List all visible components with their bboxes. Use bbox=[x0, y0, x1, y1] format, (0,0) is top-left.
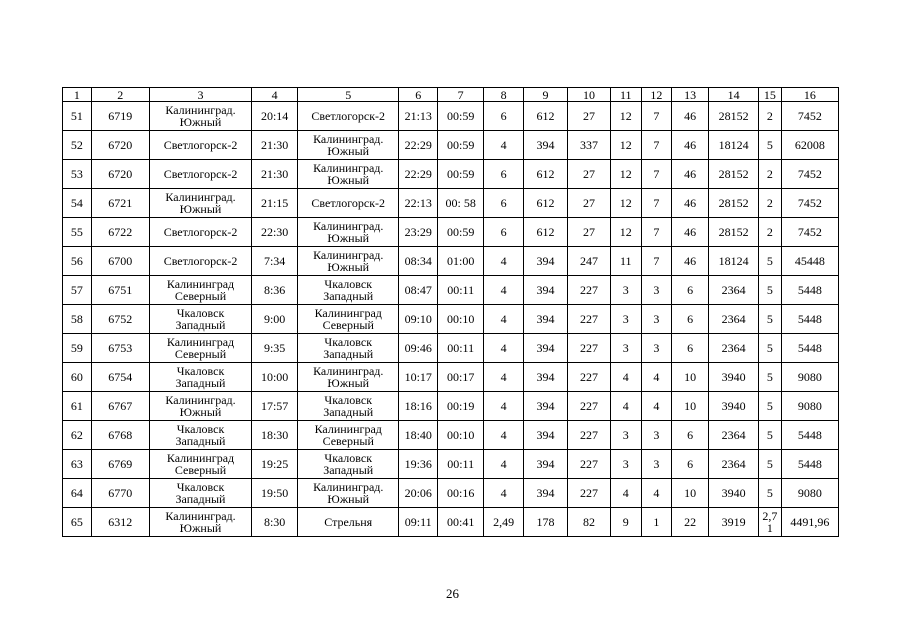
table-cell: 21:15 bbox=[252, 189, 298, 218]
table-cell: 9 bbox=[610, 508, 641, 537]
table-cell: 19:25 bbox=[252, 450, 298, 479]
table-cell: 3 bbox=[610, 334, 641, 363]
table-cell: 56 bbox=[63, 247, 92, 276]
table-cell: Калининград Северный bbox=[149, 276, 251, 305]
column-header: 7 bbox=[438, 88, 484, 102]
table-cell: 61 bbox=[63, 392, 92, 421]
table-cell: 22:29 bbox=[399, 160, 438, 189]
table-cell: 00:11 bbox=[438, 276, 484, 305]
table-cell: 22:13 bbox=[399, 189, 438, 218]
table-cell: 227 bbox=[567, 276, 610, 305]
column-header: 6 bbox=[399, 88, 438, 102]
table-cell: 6722 bbox=[91, 218, 149, 247]
table-cell: Калининград. Южный bbox=[298, 363, 399, 392]
table-row bbox=[63, 392, 839, 421]
table-cell: 00:11 bbox=[438, 450, 484, 479]
table-cell: 4 bbox=[610, 363, 641, 392]
table-cell: 46 bbox=[672, 247, 709, 276]
table-cell: 394 bbox=[524, 131, 568, 160]
table-cell: 58 bbox=[63, 305, 92, 334]
table-cell: 2 bbox=[759, 218, 781, 247]
table-cell: 5 bbox=[759, 334, 781, 363]
table-cell: 5 bbox=[759, 276, 781, 305]
table-cell: 394 bbox=[524, 392, 568, 421]
table-cell: 6721 bbox=[91, 189, 149, 218]
table-cell: 10:00 bbox=[252, 363, 298, 392]
table-cell: 7452 bbox=[781, 189, 838, 218]
table-cell: 227 bbox=[567, 421, 610, 450]
table-row bbox=[63, 247, 839, 276]
table-cell: 6 bbox=[672, 305, 709, 334]
table-cell: 01:00 bbox=[438, 247, 484, 276]
table-cell: 45448 bbox=[781, 247, 838, 276]
column-header: 8 bbox=[484, 88, 524, 102]
table-cell: 9:35 bbox=[252, 334, 298, 363]
table-cell: 09:11 bbox=[399, 508, 438, 537]
table-cell: 62008 bbox=[781, 131, 838, 160]
table-row bbox=[63, 421, 839, 450]
table-cell: 394 bbox=[524, 276, 568, 305]
column-header: 3 bbox=[149, 88, 251, 102]
table-cell: 9080 bbox=[781, 479, 838, 508]
table-cell: 3940 bbox=[709, 363, 759, 392]
table-cell: 3 bbox=[641, 450, 672, 479]
table-row bbox=[63, 508, 839, 537]
table-cell: 227 bbox=[567, 450, 610, 479]
table-cell: 4 bbox=[484, 450, 524, 479]
header-row bbox=[63, 88, 839, 102]
table-cell: 3 bbox=[610, 450, 641, 479]
table-cell: 6 bbox=[484, 189, 524, 218]
table-cell: 12 bbox=[610, 218, 641, 247]
table-cell: 6768 bbox=[91, 421, 149, 450]
table-cell: 2 bbox=[759, 102, 781, 131]
table-cell: 46 bbox=[672, 160, 709, 189]
table-cell: 6720 bbox=[91, 131, 149, 160]
table-cell: 10 bbox=[672, 363, 709, 392]
table-cell: 6720 bbox=[91, 160, 149, 189]
table-cell: 5 bbox=[759, 247, 781, 276]
table-cell: 7 bbox=[641, 160, 672, 189]
table-cell: 28152 bbox=[709, 102, 759, 131]
table-cell: 3 bbox=[641, 305, 672, 334]
table-cell: Калининград. Южный bbox=[298, 247, 399, 276]
table-cell: Чкаловск Западный bbox=[298, 392, 399, 421]
column-header: 9 bbox=[524, 88, 568, 102]
table-cell: 394 bbox=[524, 334, 568, 363]
table-cell: Светлогорск-2 bbox=[149, 218, 251, 247]
table-cell: 4491,96 bbox=[781, 508, 838, 537]
table-cell: 7 bbox=[641, 247, 672, 276]
table-cell: 178 bbox=[524, 508, 568, 537]
table-cell: 18124 bbox=[709, 247, 759, 276]
table-cell: 2 bbox=[759, 160, 781, 189]
table-cell: Чкаловск Западный bbox=[149, 363, 251, 392]
column-header: 14 bbox=[709, 88, 759, 102]
table-cell: 8:30 bbox=[252, 508, 298, 537]
table-cell: 5 bbox=[759, 450, 781, 479]
table-cell: 227 bbox=[567, 363, 610, 392]
table-cell: 12 bbox=[610, 189, 641, 218]
table-cell: Чкаловск Западный bbox=[298, 450, 399, 479]
table-cell: 2,7 1 bbox=[759, 508, 781, 537]
table-cell: 18:16 bbox=[399, 392, 438, 421]
column-header: 1 bbox=[63, 88, 92, 102]
table-cell: Калининград. Южный bbox=[149, 392, 251, 421]
table-cell: 00: 58 bbox=[438, 189, 484, 218]
table-cell: 51 bbox=[63, 102, 92, 131]
table-cell: 57 bbox=[63, 276, 92, 305]
table-cell: 23:29 bbox=[399, 218, 438, 247]
table-cell: 227 bbox=[567, 392, 610, 421]
table-cell: 62 bbox=[63, 421, 92, 450]
column-header: 2 bbox=[91, 88, 149, 102]
table-cell: 00:59 bbox=[438, 160, 484, 189]
table-cell: 59 bbox=[63, 334, 92, 363]
table-cell: 4 bbox=[484, 334, 524, 363]
table-cell: 394 bbox=[524, 305, 568, 334]
table-row bbox=[63, 160, 839, 189]
table-cell: 52 bbox=[63, 131, 92, 160]
table-cell: 00:10 bbox=[438, 421, 484, 450]
table-cell: 63 bbox=[63, 450, 92, 479]
table-cell: 22:30 bbox=[252, 218, 298, 247]
table-row bbox=[63, 450, 839, 479]
table-cell: 612 bbox=[524, 102, 568, 131]
table-cell: 54 bbox=[63, 189, 92, 218]
table-cell: 12 bbox=[610, 102, 641, 131]
table-cell: 21:30 bbox=[252, 131, 298, 160]
table-cell: 00:16 bbox=[438, 479, 484, 508]
table-cell: 3 bbox=[641, 421, 672, 450]
table-cell: 227 bbox=[567, 479, 610, 508]
table-cell: 22:29 bbox=[399, 131, 438, 160]
table-cell: 5 bbox=[759, 421, 781, 450]
table-row bbox=[63, 334, 839, 363]
table-cell: 7 bbox=[641, 131, 672, 160]
table-cell: 21:13 bbox=[399, 102, 438, 131]
table-cell: 9:00 bbox=[252, 305, 298, 334]
table-cell: 64 bbox=[63, 479, 92, 508]
table-header bbox=[63, 88, 839, 102]
table-cell: 6 bbox=[672, 276, 709, 305]
table-cell: 394 bbox=[524, 450, 568, 479]
table-cell: 4 bbox=[610, 479, 641, 508]
table-cell: 4 bbox=[484, 421, 524, 450]
table-cell: 46 bbox=[672, 131, 709, 160]
column-header: 15 bbox=[759, 88, 781, 102]
table-cell: 00:59 bbox=[438, 131, 484, 160]
table-cell: 6312 bbox=[91, 508, 149, 537]
table-cell: 17:57 bbox=[252, 392, 298, 421]
table-cell: 5448 bbox=[781, 276, 838, 305]
table-cell: 10 bbox=[672, 479, 709, 508]
table-cell: 09:46 bbox=[399, 334, 438, 363]
table-cell: 6752 bbox=[91, 305, 149, 334]
table-cell: 612 bbox=[524, 218, 568, 247]
table-row bbox=[63, 363, 839, 392]
table-cell: 6 bbox=[672, 450, 709, 479]
column-header: 10 bbox=[567, 88, 610, 102]
column-header: 5 bbox=[298, 88, 399, 102]
table-cell: 7:34 bbox=[252, 247, 298, 276]
table-cell: 7452 bbox=[781, 160, 838, 189]
table-cell: 2364 bbox=[709, 421, 759, 450]
column-header: 13 bbox=[672, 88, 709, 102]
table-cell: 7 bbox=[641, 218, 672, 247]
table-cell: 6 bbox=[484, 160, 524, 189]
table-cell: 19:36 bbox=[399, 450, 438, 479]
table-cell: 394 bbox=[524, 479, 568, 508]
table-cell: 6 bbox=[672, 421, 709, 450]
table-cell: Калининград Северный bbox=[149, 334, 251, 363]
table-cell: 55 bbox=[63, 218, 92, 247]
table-cell: 00:10 bbox=[438, 305, 484, 334]
table-cell: 6754 bbox=[91, 363, 149, 392]
table-cell: 21:30 bbox=[252, 160, 298, 189]
table-cell: 6753 bbox=[91, 334, 149, 363]
table-row bbox=[63, 479, 839, 508]
table-cell: 46 bbox=[672, 218, 709, 247]
table-cell: 8:36 bbox=[252, 276, 298, 305]
table-cell: Калининград. Южный bbox=[298, 160, 399, 189]
table-cell: Калининград. Южный bbox=[298, 479, 399, 508]
table-row bbox=[63, 276, 839, 305]
table-cell: 6 bbox=[484, 218, 524, 247]
table-cell: 612 bbox=[524, 189, 568, 218]
table-cell: 00:41 bbox=[438, 508, 484, 537]
table-cell: 3 bbox=[641, 276, 672, 305]
table-cell: Светлогорск-2 bbox=[149, 247, 251, 276]
table-cell: 6700 bbox=[91, 247, 149, 276]
table-cell: 5 bbox=[759, 479, 781, 508]
table-row bbox=[63, 131, 839, 160]
table-cell: 53 bbox=[63, 160, 92, 189]
table-cell: 18:30 bbox=[252, 421, 298, 450]
table-cell: Светлогорск-2 bbox=[298, 189, 399, 218]
column-header: 16 bbox=[781, 88, 838, 102]
table-cell: 5448 bbox=[781, 421, 838, 450]
table-cell: 5448 bbox=[781, 305, 838, 334]
table-cell: 10 bbox=[672, 392, 709, 421]
table-cell: 227 bbox=[567, 334, 610, 363]
table-cell: 3940 bbox=[709, 479, 759, 508]
table-cell: 12 bbox=[610, 160, 641, 189]
schedule-table bbox=[62, 87, 839, 537]
table-cell: Калининград Северный bbox=[298, 421, 399, 450]
table-cell: 3940 bbox=[709, 392, 759, 421]
table-cell: 6 bbox=[484, 102, 524, 131]
table-cell: 00:19 bbox=[438, 392, 484, 421]
table-cell: 00:59 bbox=[438, 102, 484, 131]
table-cell: Чкаловск Западный bbox=[298, 276, 399, 305]
table-cell: 2,49 bbox=[484, 508, 524, 537]
table-cell: 09:10 bbox=[399, 305, 438, 334]
table-cell: 3 bbox=[610, 421, 641, 450]
table-cell: 19:50 bbox=[252, 479, 298, 508]
table-cell: 612 bbox=[524, 160, 568, 189]
table-cell: 394 bbox=[524, 247, 568, 276]
table-cell: 3 bbox=[610, 305, 641, 334]
table-cell: Калининград. Южный bbox=[149, 189, 251, 218]
table-cell: 4 bbox=[641, 363, 672, 392]
table-cell: 3919 bbox=[709, 508, 759, 537]
table-cell: 2364 bbox=[709, 334, 759, 363]
table-cell: 11 bbox=[610, 247, 641, 276]
table-cell: Чкаловск Западный bbox=[149, 421, 251, 450]
table-row bbox=[63, 305, 839, 334]
table-cell: 6769 bbox=[91, 450, 149, 479]
table-cell: 9080 bbox=[781, 392, 838, 421]
table-cell: Чкаловск Западный bbox=[149, 305, 251, 334]
table-cell: 28152 bbox=[709, 218, 759, 247]
table-cell: 247 bbox=[567, 247, 610, 276]
table-cell: 4 bbox=[484, 247, 524, 276]
table-cell: 27 bbox=[567, 160, 610, 189]
table-cell: 5448 bbox=[781, 450, 838, 479]
column-header: 12 bbox=[641, 88, 672, 102]
table-cell: 9080 bbox=[781, 363, 838, 392]
table-cell: 7 bbox=[641, 189, 672, 218]
table-cell: Чкаловск Западный bbox=[149, 479, 251, 508]
table-cell: 4 bbox=[484, 305, 524, 334]
table-cell: 60 bbox=[63, 363, 92, 392]
table-row bbox=[63, 218, 839, 247]
table-cell: 65 bbox=[63, 508, 92, 537]
table-cell: Стрельня bbox=[298, 508, 399, 537]
table-cell: 08:34 bbox=[399, 247, 438, 276]
page-number: 26 bbox=[446, 586, 459, 601]
table-cell: Калининград. Южный bbox=[298, 218, 399, 247]
table-cell: 7452 bbox=[781, 102, 838, 131]
table-cell: 2 bbox=[759, 189, 781, 218]
table-cell: 5 bbox=[759, 363, 781, 392]
column-header: 11 bbox=[610, 88, 641, 102]
table-cell: 20:06 bbox=[399, 479, 438, 508]
table-cell: 28152 bbox=[709, 189, 759, 218]
table-cell: Калининград Северный bbox=[149, 450, 251, 479]
table-cell: 00:59 bbox=[438, 218, 484, 247]
table-cell: 6 bbox=[672, 334, 709, 363]
table-row bbox=[63, 102, 839, 131]
table-cell: Светлогорск-2 bbox=[149, 160, 251, 189]
table-cell: 227 bbox=[567, 305, 610, 334]
table-cell: Светлогорск-2 bbox=[298, 102, 399, 131]
table-cell: 6767 bbox=[91, 392, 149, 421]
table-cell: 2364 bbox=[709, 305, 759, 334]
table-cell: 4 bbox=[641, 392, 672, 421]
table-cell: 2364 bbox=[709, 276, 759, 305]
table-cell: Калининград. Южный bbox=[149, 508, 251, 537]
table-cell: 27 bbox=[567, 102, 610, 131]
table-cell: 08:47 bbox=[399, 276, 438, 305]
table-cell: Калининград. Южный bbox=[149, 102, 251, 131]
table-cell: 5 bbox=[759, 305, 781, 334]
table-cell: 00:17 bbox=[438, 363, 484, 392]
table-cell: 27 bbox=[567, 218, 610, 247]
table-cell: 4 bbox=[610, 392, 641, 421]
table-cell: 2364 bbox=[709, 450, 759, 479]
table-cell: 22 bbox=[672, 508, 709, 537]
table-cell: 7 bbox=[641, 102, 672, 131]
table-cell: 337 bbox=[567, 131, 610, 160]
table-cell: 46 bbox=[672, 189, 709, 218]
table-cell: 394 bbox=[524, 363, 568, 392]
table-cell: 6751 bbox=[91, 276, 149, 305]
table-cell: Калининград. Южный bbox=[298, 131, 399, 160]
table-cell: 4 bbox=[484, 479, 524, 508]
table-cell: 12 bbox=[610, 131, 641, 160]
table-cell: 5448 bbox=[781, 334, 838, 363]
table-cell: 18:40 bbox=[399, 421, 438, 450]
table-cell: 82 bbox=[567, 508, 610, 537]
table-cell: 7452 bbox=[781, 218, 838, 247]
table-cell: 3 bbox=[610, 276, 641, 305]
column-header: 4 bbox=[252, 88, 298, 102]
table-cell: 28152 bbox=[709, 160, 759, 189]
table-cell: 10:17 bbox=[399, 363, 438, 392]
table-cell: 20:14 bbox=[252, 102, 298, 131]
table-cell: Калининград Северный bbox=[298, 305, 399, 334]
table-cell: 00:11 bbox=[438, 334, 484, 363]
table-cell: 18124 bbox=[709, 131, 759, 160]
table-cell: 3 bbox=[641, 334, 672, 363]
table-cell: 4 bbox=[641, 479, 672, 508]
table-cell: 46 bbox=[672, 102, 709, 131]
table-cell: 6770 bbox=[91, 479, 149, 508]
table-cell: 4 bbox=[484, 392, 524, 421]
table-cell: 4 bbox=[484, 276, 524, 305]
table-body bbox=[63, 102, 839, 537]
table-cell: 27 bbox=[567, 189, 610, 218]
table-cell: 4 bbox=[484, 131, 524, 160]
table-cell: Чкаловск Западный bbox=[298, 334, 399, 363]
table-cell: 4 bbox=[484, 363, 524, 392]
table-cell: 1 bbox=[641, 508, 672, 537]
table-cell: 6719 bbox=[91, 102, 149, 131]
table-cell: 394 bbox=[524, 421, 568, 450]
table-cell: 5 bbox=[759, 131, 781, 160]
table-cell: 5 bbox=[759, 392, 781, 421]
table-cell: Светлогорск-2 bbox=[149, 131, 251, 160]
table-row bbox=[63, 189, 839, 218]
